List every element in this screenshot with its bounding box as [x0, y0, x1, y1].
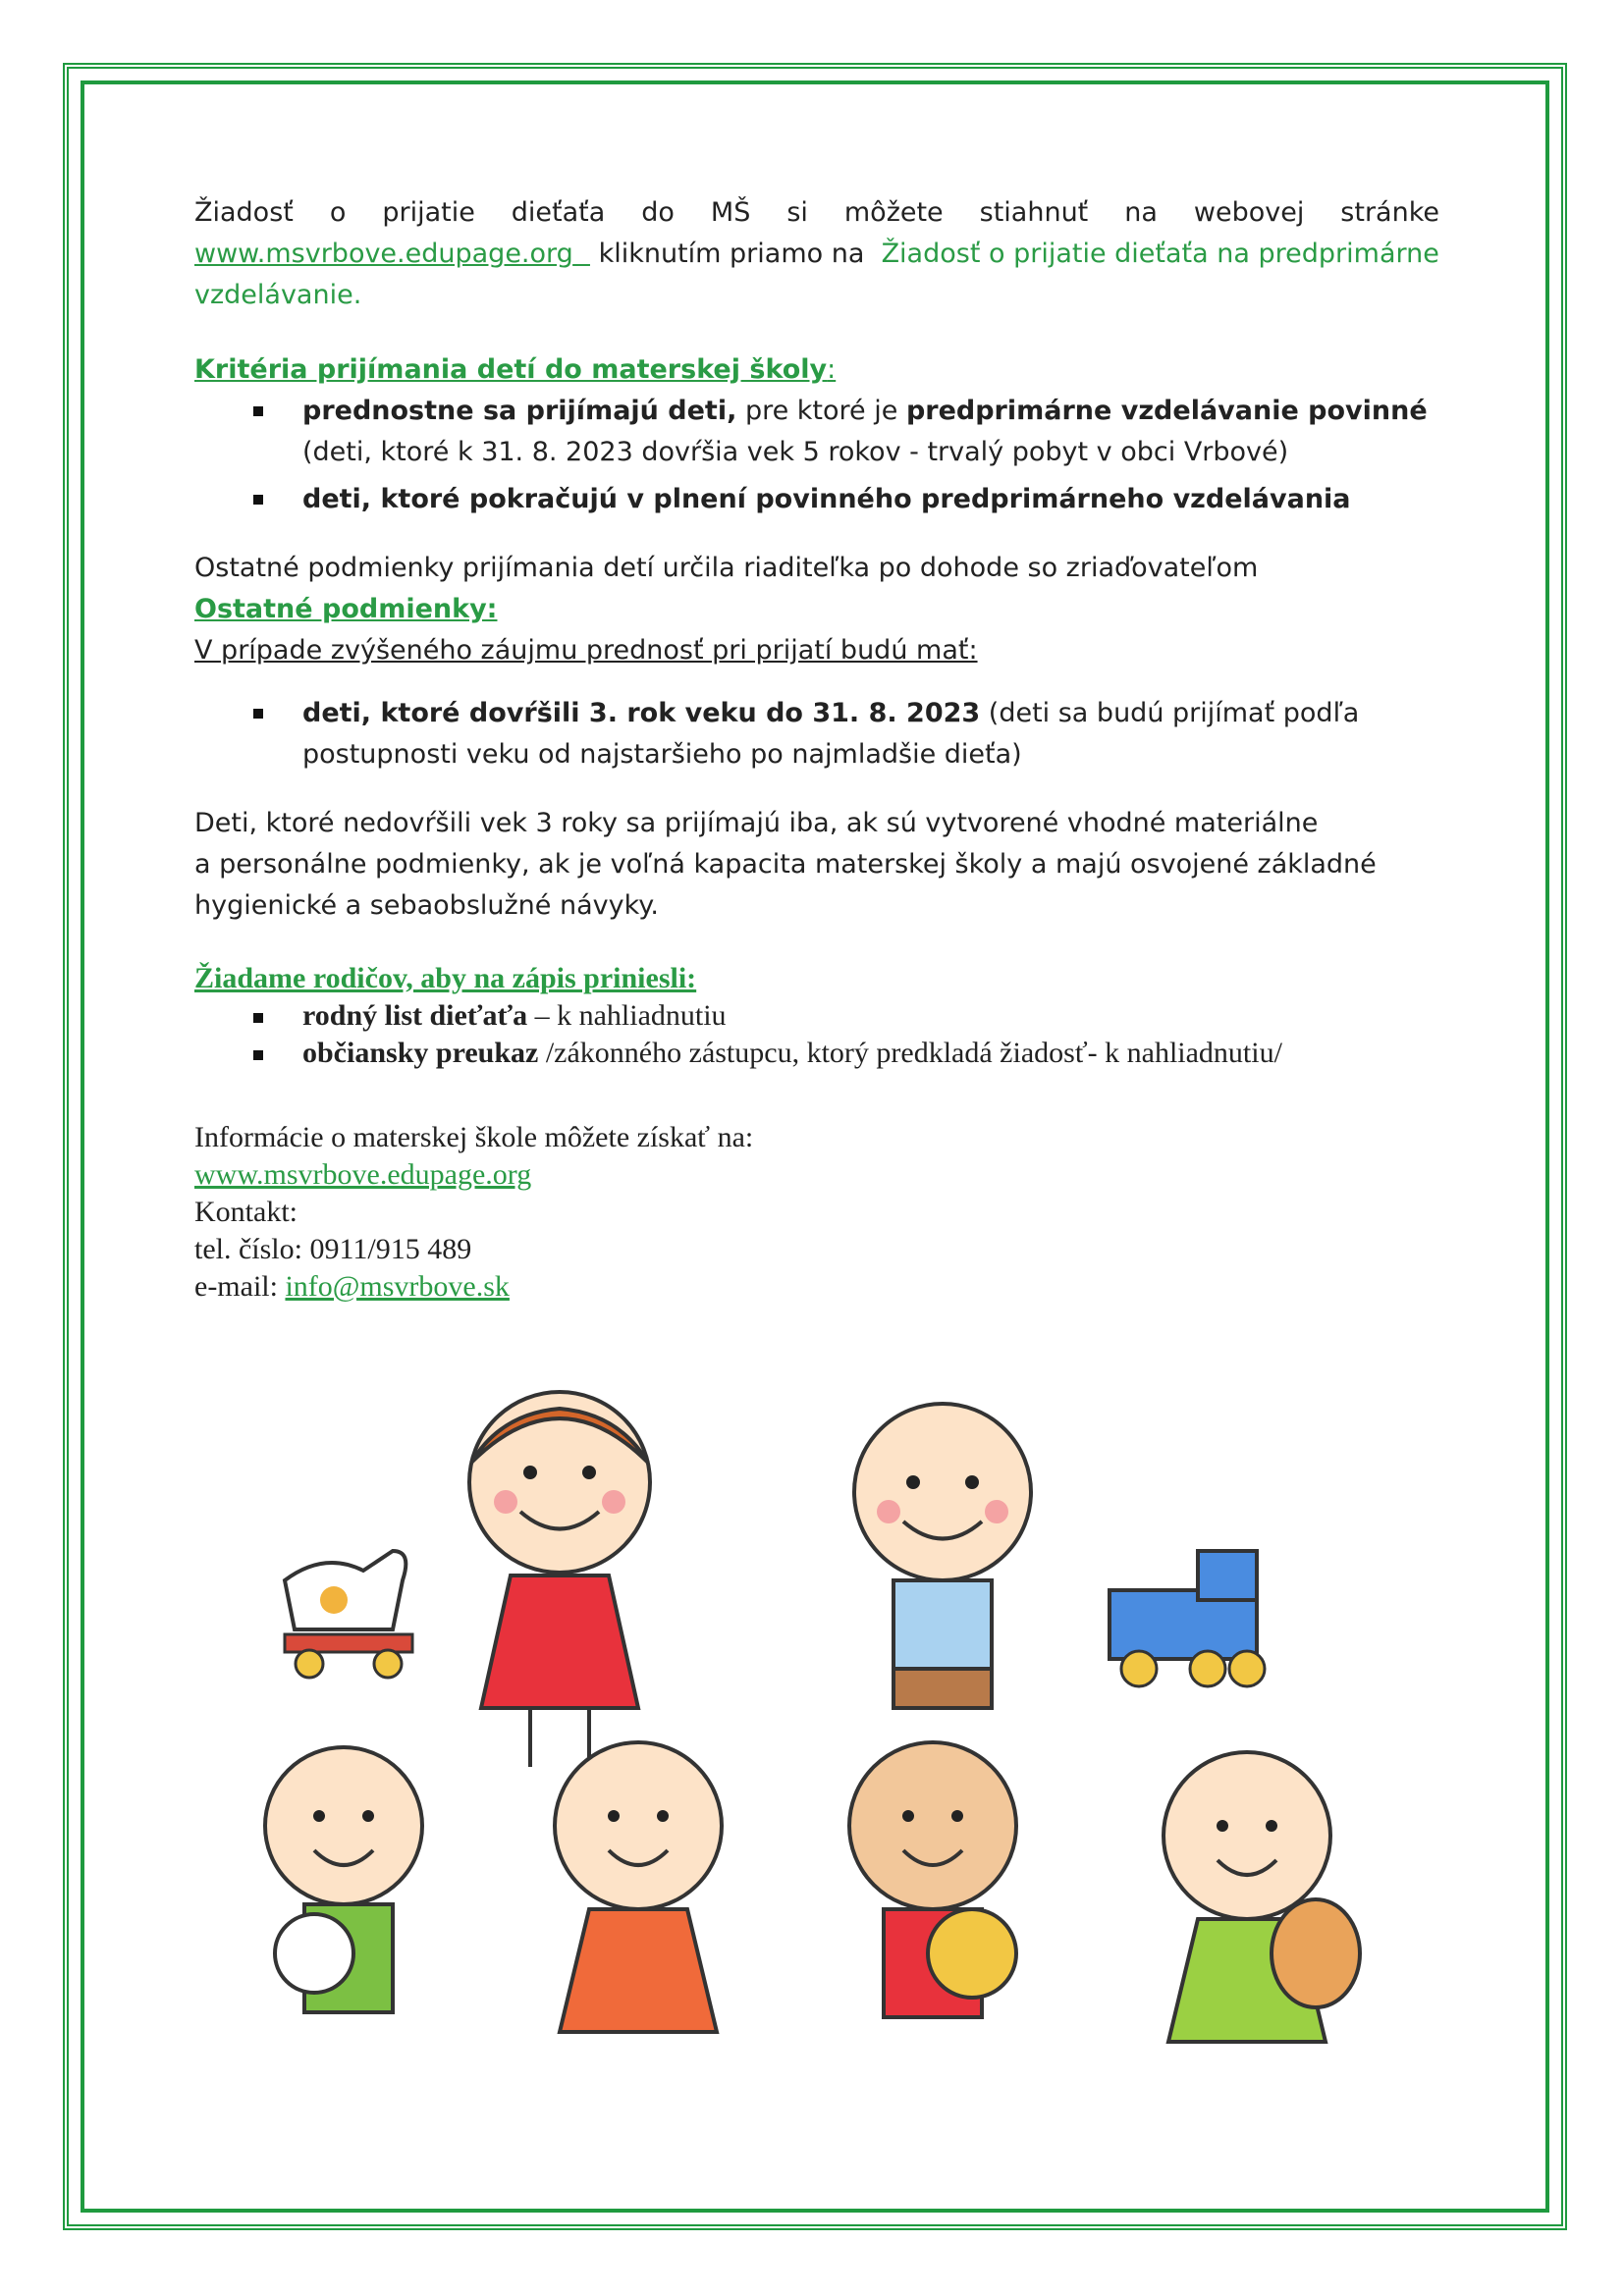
intro-line2: www.msvrbove.edupage.org kliknutím priamo na Žiadosť o prijatie dieťaťa na predprimárne: [194, 239, 1439, 269]
application-form-link[interactable]: Žiadosť o prijatie dieťaťa na predprimárne: [881, 239, 1439, 269]
other-conditions-heading: Ostatné podmienky:: [194, 594, 498, 624]
info-section: Informácie o materskej škole môžete získať na: www.msvrbove.edupage.org Kontakt: tel. číslo: 0911/915 489 e-mail: info@msvrbove.sk: [194, 1119, 1439, 1306]
list-item: prednostne sa prijímajú deti, pre ktoré je predprimárne vzdelávanie povinné (deti, ktoré k 31. 8. 2023 dovŕšia vek 5 rokov - trvalý pobyt v obci Vrbové): [194, 391, 1439, 473]
list-item: deti, ktoré dovŕšili 3. rok veku do 31. 8. 2023 (deti sa budú prijímať podľa postupnosti veku od najstaršieho po najmladšie dieťa): [194, 693, 1439, 775]
intro-line3[interactable]: vzdelávanie.: [194, 280, 362, 310]
criteria-section: [194, 349, 1439, 520]
girl-with-doll: [555, 1742, 722, 2032]
boy-blue-shirt: [854, 1404, 1031, 1708]
bring-list: [194, 997, 1439, 1072]
list-item: občiansky preukaz /zákonného zástupcu, ktorý predkladá žiadosť- k nahliadnutiu/: [194, 1035, 1439, 1072]
criteria-heading: Kritéria prijímania detí do materskej školy:: [194, 354, 837, 385]
under3-paragraph: Deti, ktoré nedovŕšili vek 3 roky sa prijímajú iba, ak sú vytvorené vhodné materiálne a personálne podmienky, ak je voľná kapacita materskej školy a majú osvojené základné hygienické a sebaobslužné návyky.: [194, 808, 1377, 921]
other-conditions-line: Ostatné podmienky prijímania detí určila riaditeľka po dohode so zriaďovateľom: [194, 553, 1259, 583]
girl-red-dress: [469, 1392, 650, 1767]
list-item: deti, ktoré pokračujú v plnení povinného predprimárneho vzdelávania: [194, 479, 1439, 520]
bring-section: [194, 960, 1439, 1072]
criteria-list: [194, 391, 1439, 520]
info-website-link[interactable]: www.msvrbove.edupage.org: [194, 1158, 532, 1191]
boy-with-teddy: [849, 1742, 1016, 2017]
toy-train: [1110, 1551, 1265, 1686]
intro-line1: Žiadosť o prijatie dieťaťa do MŠ si môžete stiahnuť na webovej stránke: [194, 197, 1439, 228]
other-conditions-section: [194, 548, 1439, 775]
bring-heading: Žiadame rodičov, aby na zápis priniesli:: [194, 962, 697, 994]
list-item: rodný list dieťaťa – k nahliadnutiu: [194, 997, 1439, 1035]
boy-with-ball: [265, 1747, 422, 2012]
document-body: [194, 192, 1439, 1306]
email-link[interactable]: info@msvrbove.sk: [285, 1270, 510, 1303]
toy-horse: [285, 1551, 412, 1678]
website-link[interactable]: www.msvrbove.edupage.org: [194, 239, 573, 269]
phone-number: tel. číslo: 0911/915 489: [194, 1233, 472, 1265]
children-illustration: [226, 1355, 1463, 2101]
other-conditions-sub: V prípade zvýšeného záujmu prednosť pri prijatí budú mať:: [194, 635, 978, 666]
intro-paragraph: [194, 192, 1439, 316]
girl-with-bunny: [1164, 1752, 1360, 2042]
other-conditions-list: [194, 693, 1439, 775]
